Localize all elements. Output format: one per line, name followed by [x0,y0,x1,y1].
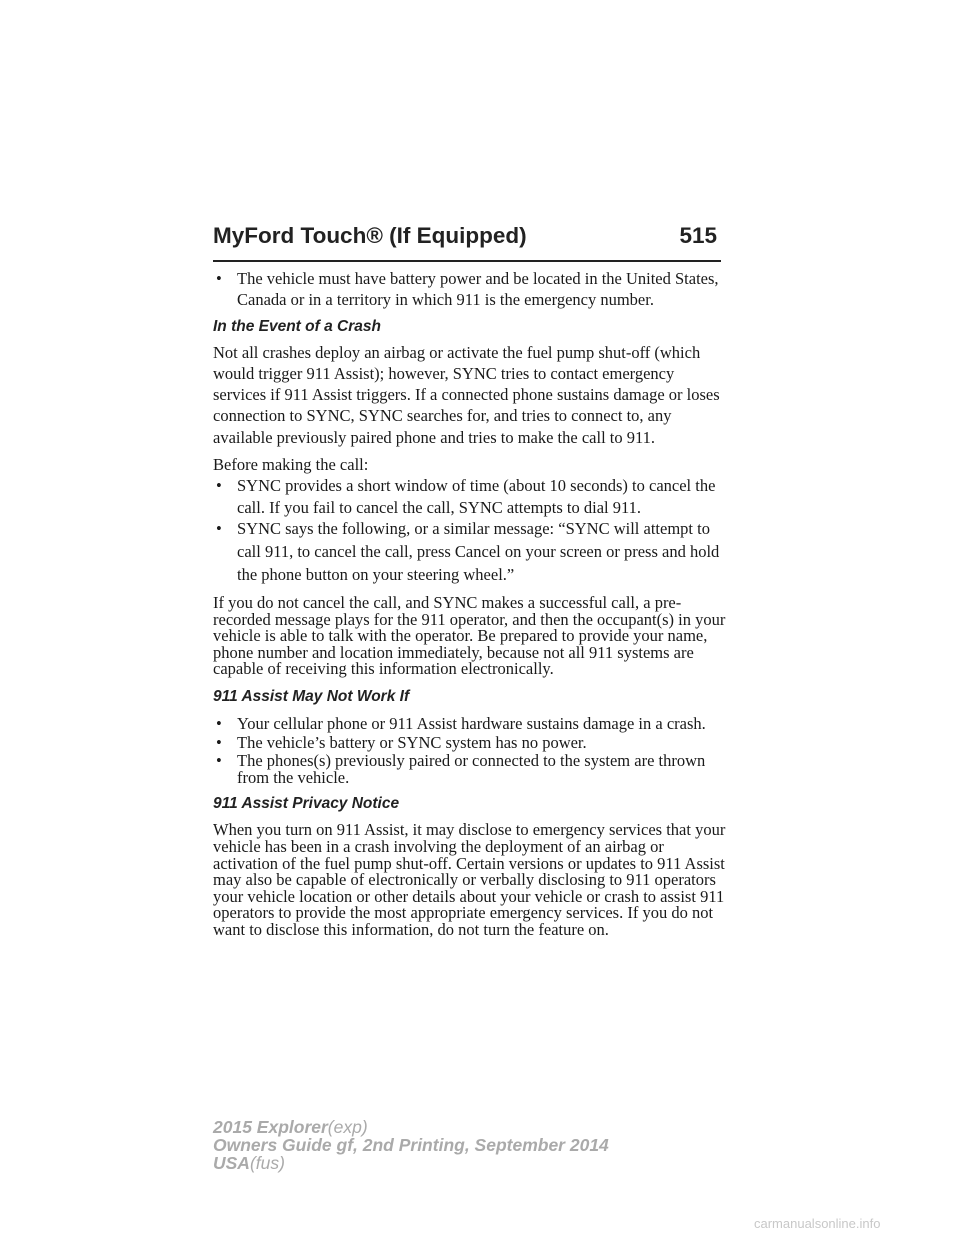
page-content [213,268,728,938]
footer-model: 2015 Explorer [213,1117,328,1137]
may-not-work-bullet-item [213,732,728,752]
page-header [213,222,721,262]
crash-bullet-item [213,475,728,518]
bullet-icon: • [216,518,222,538]
crash-paragraph: Not all crashes deploy an airbag or activate the fuel pump shut-off (which would trigger 911 Assist); however, SYNC tries to contact emergency services if 911 Assist triggers. If a connected phone sustains damage or loses connection to SYNC, SYNC searches for, and tries to connect to, any available previously paired phone and tries to make the call to 911. [213,342,720,447]
before-call-text: Before making the call: [213,455,369,475]
watermark-link[interactable]: carmanualsonline.info [754,1216,881,1231]
privacy-paragraph: When you turn on 911 Assist, it may disclose to emergency services that your vehicle has been in a crash involving the deployment of an airbag or activation of the fuel pump shut-off. Certain versions or updates to 911 Assist may also be capable of electronically or verbally disclosing to 911 operators your vehicle location or other details about your vehicle or crash to assist 911 operators to provide the most appropriate emergency services. If you do not want to disclose this information, do not turn the feature on. [213,820,726,939]
page-number: 515 [679,223,717,248]
footer-market-code: (fus) [249,1153,285,1173]
page-footer [213,1118,609,1172]
section-heading-crash: In the Event of a Crash [213,317,381,335]
crash-bullet-text: SYNC provides a short window of time (about 10 seconds) to cancel the call. If you fail to cancel the call, SYNC attempts to dial 911. [237,476,716,517]
bullet-icon: • [216,732,222,752]
may-not-work-bullet-text: The vehicle’s battery or SYNC system has no power. [237,732,587,752]
bullet-icon: • [216,476,222,496]
crash-bullet-text: SYNC says the following, or a similar message: “SYNC will attempt to call 911, to cancel the call, press Cancel on your screen or press and hold the phone button on your steering wheel.” [237,518,720,584]
crash-bullet-item [213,517,728,586]
may-not-work-bullet-item [213,713,728,733]
bullet-icon: • [216,751,222,771]
intro-bullet-item [213,268,728,311]
intro-bullet-text: The vehicle must have battery power and be located in the United States, Canada or in a territory in which 911 is the emergency number. [237,269,719,310]
after-call-paragraph: If you do not cancel the call, and SYNC makes a successful call, a pre-recorded message plays for the 911 operator, and then the occupant(s) in your vehicle is able to talk with the operator. Be prepared to provide your name, phone number and location immediately, because not all 911 systems are capable of receiving this information electronically. [213,592,726,679]
page-title: MyFord Touch® (If Equipped) [213,223,527,248]
section-heading-may-not-work: 911 Assist May Not Work If [213,687,410,705]
bullet-icon: • [216,713,222,733]
section-heading-privacy: 911 Assist Privacy Notice [213,795,400,813]
bullet-icon: • [216,269,222,288]
footer-printing: Owners Guide gf, 2nd Printing, September 2014 [213,1135,609,1155]
footer-market-line [213,1154,609,1172]
may-not-work-bullet-text: Your cellular phone or 911 Assist hardware sustains damage in a crash. [237,713,706,733]
footer-model-code: (exp) [327,1117,368,1137]
footer-market: USA [213,1153,250,1173]
may-not-work-bullet-item [213,753,728,786]
footer-model-line [213,1118,609,1136]
may-not-work-bullet-text: The phones(s) previously paired or connected to the system are thrown from the vehicle. [237,751,706,787]
